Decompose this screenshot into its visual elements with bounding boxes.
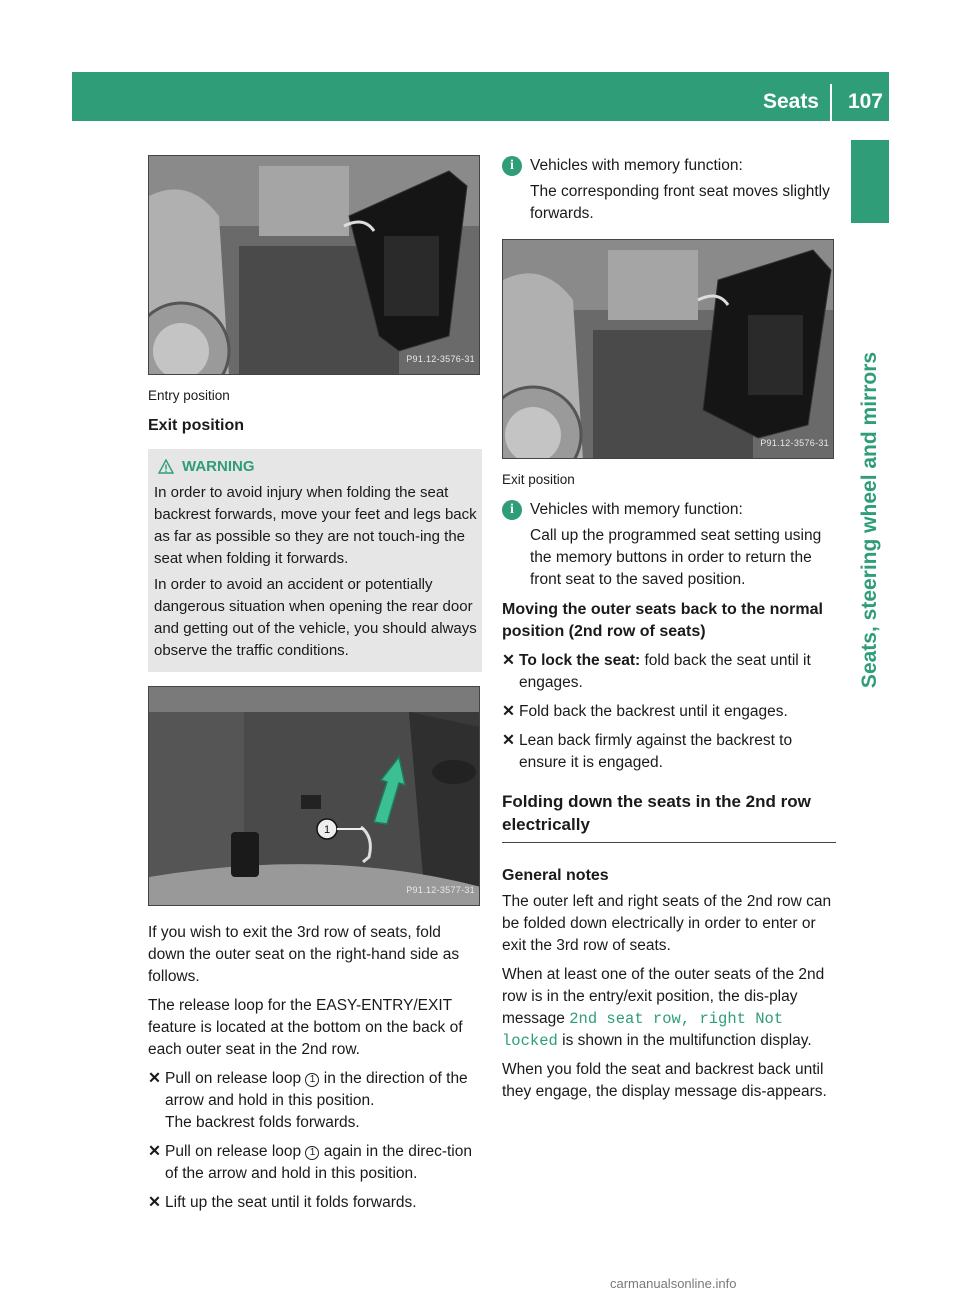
step-marker-icon: ✕ (148, 1194, 161, 1211)
instruction-step (502, 701, 836, 723)
page-number: 107 (847, 90, 883, 113)
display-message: 2nd seat row, right Not locked (502, 1010, 784, 1050)
chapter-tab (851, 140, 889, 1190)
step-text: fold back the seat until it engages. (519, 652, 811, 691)
step-marker-icon: ✕ (502, 703, 515, 720)
step-result: The backrest folds forwards. (165, 1114, 360, 1131)
step-marker-icon: ✕ (148, 1143, 161, 1160)
callout-number: 1 (305, 1073, 319, 1087)
callout-number: 1 (305, 1146, 319, 1160)
info-icon: i (502, 156, 522, 176)
info-note (502, 155, 836, 225)
info-text: Vehicles with memory function: (530, 501, 743, 518)
photo-code: P91.12-3577-31 (406, 885, 475, 895)
warning-triangle-icon (158, 459, 174, 475)
instruction-step (148, 1068, 482, 1134)
info-text: The corresponding front seat moves slightly forwards. (530, 183, 830, 222)
section-title: Seats (762, 90, 819, 113)
warning-text: In order to avoid injury when folding the seat backrest forwards, move your feet and legs back as far as possible so they are not touch-ing the seat when folding it forwards. (154, 484, 477, 567)
step-marker-icon: ✕ (502, 732, 515, 749)
exit-position-heading: Exit position (148, 417, 244, 434)
callout-number: 1 (323, 824, 331, 836)
info-text: Call up the programmed seat setting using the memory buttons in order to return the front seat to the saved position. (530, 527, 822, 588)
step-text: in the direction of the arrow and hold in this position. (165, 1070, 468, 1109)
right-column (502, 155, 836, 1103)
photo-code: P91.12-3576-31 (406, 354, 475, 364)
photo-caption: Entry position (148, 388, 230, 403)
info-note (502, 499, 836, 591)
release-loop-photo (148, 686, 480, 906)
step-text: again in the direc-tion of the arrow and hold in this position. (165, 1143, 472, 1182)
info-text: Vehicles with memory function: (530, 157, 743, 174)
page-header (72, 72, 889, 121)
step-marker-icon: ✕ (502, 652, 515, 669)
step-text: Pull on release loop (165, 1070, 302, 1087)
warning-box (148, 449, 482, 672)
general-notes-heading: General notes (502, 867, 609, 884)
step-text: Pull on release loop (165, 1143, 302, 1160)
watermark: carmanualsonline.info (610, 1276, 737, 1291)
photo-caption: Exit position (502, 472, 575, 487)
entry-position-photo (148, 155, 480, 375)
step-text: Fold back the backrest until it engages. (519, 703, 788, 720)
step-label: To lock the seat: (519, 652, 641, 669)
step-marker-icon: ✕ (148, 1070, 161, 1087)
step-text: Lean back firmly against the backrest to ensure it is engaged. (519, 732, 793, 771)
body-paragraph: The outer left and right seats of the 2nd row can be folded down electrically in order to enter or exit the 3rd row of seats. (502, 893, 832, 954)
instruction-step (148, 1192, 482, 1214)
moving-seats-heading: Moving the outer seats back to the normal position (2nd row of seats) (502, 601, 823, 640)
step-text: Lift up the seat until it folds forwards. (165, 1194, 417, 1211)
instruction-step (502, 730, 836, 774)
body-paragraph: The release loop for the EASY-ENTRY/EXIT feature is located at the bottom on the back of each outer seat in the 2nd row. (148, 997, 463, 1058)
instruction-step (502, 650, 836, 694)
exit-position-photo (502, 239, 834, 459)
warning-text: In order to avoid an accident or potentially dangerous situation when opening the rear door and getting out of the vehicle, you should always observe the traffic conditions. (154, 576, 477, 659)
header-divider (830, 84, 832, 121)
body-paragraph (502, 964, 836, 1052)
info-icon: i (502, 500, 522, 520)
section-heading: Folding down the seats in the 2nd row electrically (502, 790, 836, 843)
paragraph-text: When at least one of the outer seats of the 2nd row is in the entry/exit position, the dis-play message (502, 966, 825, 1027)
warning-header (154, 456, 477, 478)
left-column (148, 155, 482, 1214)
chapter-tab-marker (851, 140, 889, 223)
warning-title: WARNING (182, 458, 255, 475)
body-paragraph: When you fold the seat and backrest back until they engage, the display message dis-appears. (502, 1061, 827, 1100)
paragraph-text: is shown in the multifunction display. (562, 1032, 812, 1049)
instruction-step (148, 1141, 482, 1185)
body-paragraph: If you wish to exit the 3rd row of seats, fold down the outer seat on the right-hand side as follows. (148, 924, 460, 985)
chapter-tab-label: Seats, steering wheel and mirrors (858, 351, 881, 689)
photo-code: P91.12-3576-31 (760, 438, 829, 448)
